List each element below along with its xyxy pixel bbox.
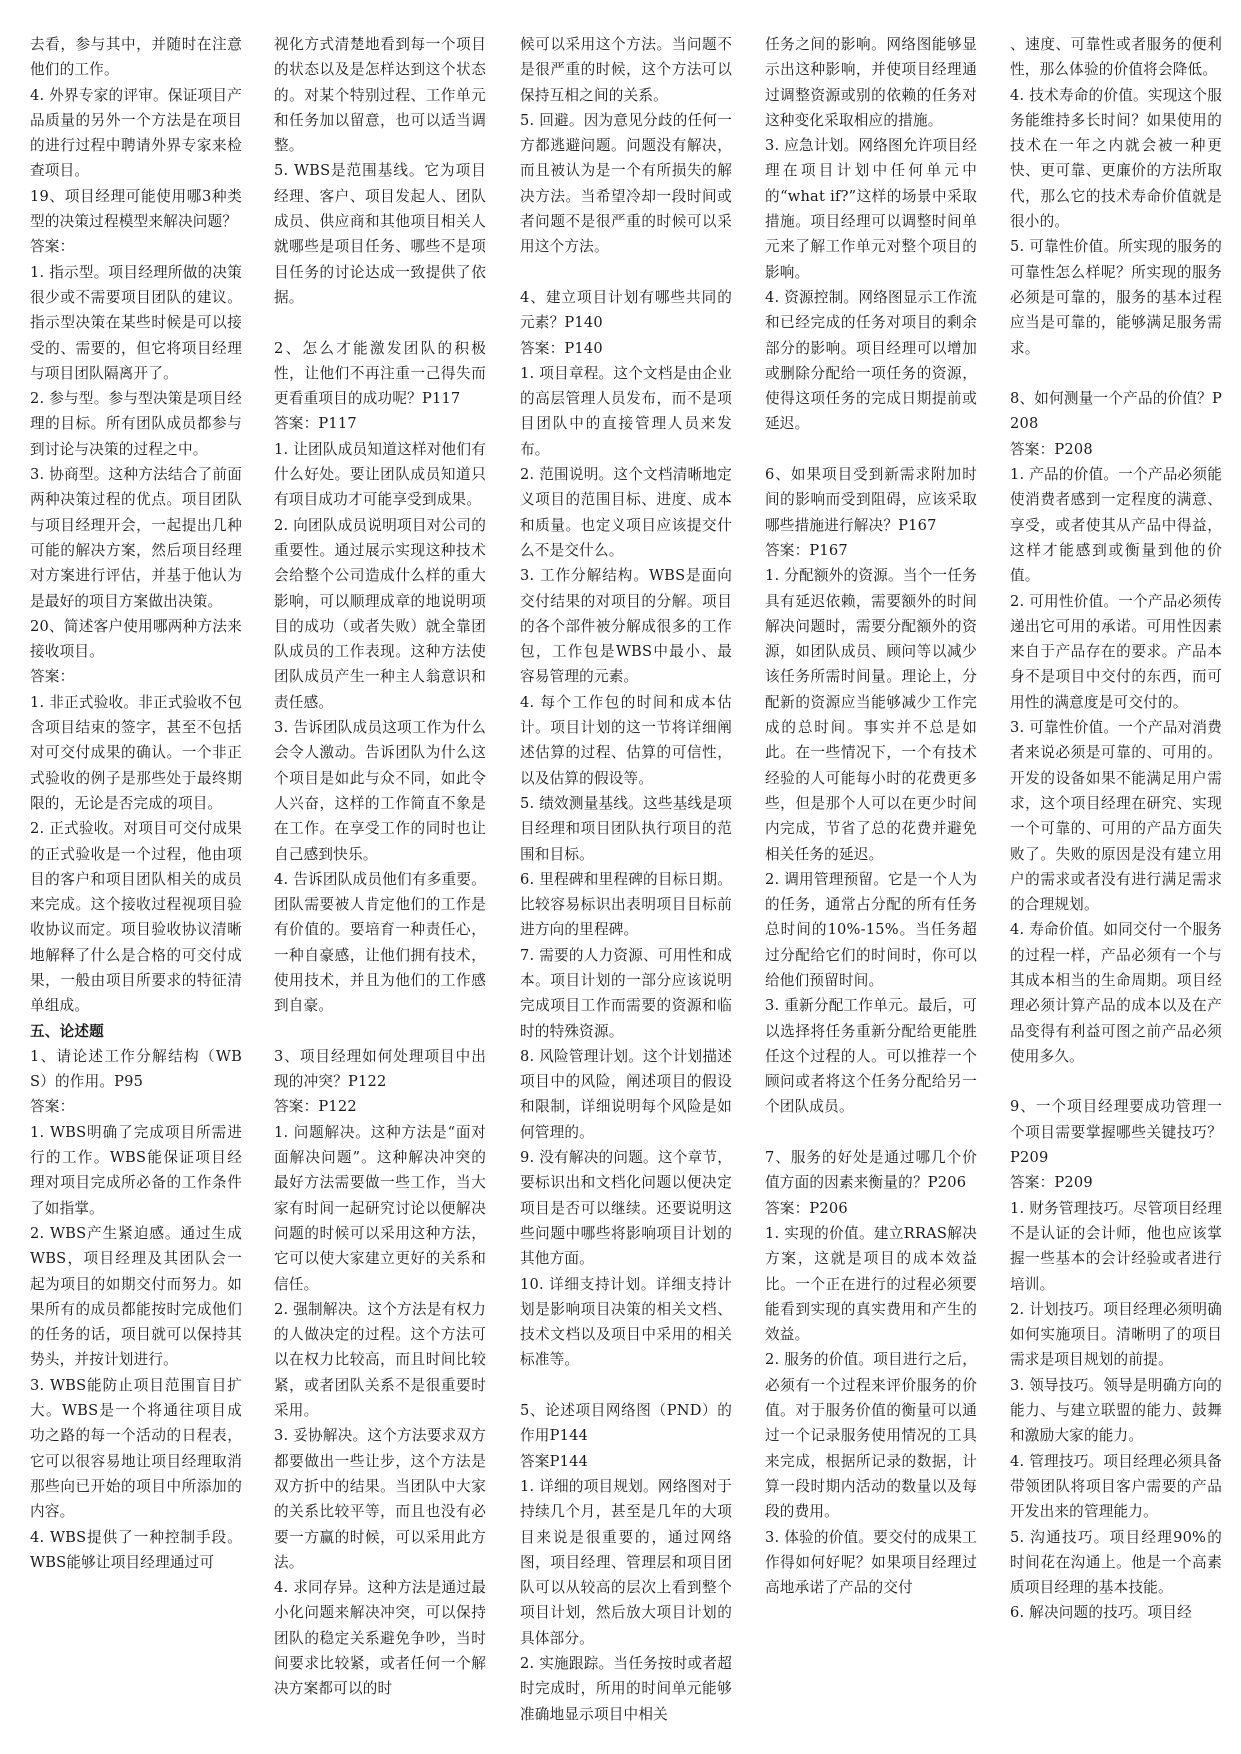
paragraph: 答案：P140 [520, 339, 603, 357]
paragraph: 8、如何测量一个产品的价值？P208 [1010, 390, 1222, 433]
paragraph: 候可以采用这个方法。当问题不是很严重的时候，这个方法可以保持互相之间的关系。 [520, 36, 732, 104]
paragraph: 6. 里程碑和里程碑的目标日期。比较容易标识出表明项目目标前进方向的里程碑。 [520, 870, 732, 939]
paragraph: 2. 调用管理预留。它是一个人为的任务，通常占分配的所有任务总时间的10%-15%。当任务超过分配给它们的时间时，你可以给他们预留时间。 [765, 870, 977, 989]
paragraph: 7、服务的好处是通过哪几个价值方面的因素来衡量的？P206 [765, 1149, 977, 1192]
paragraph: 2. 范围说明。这个文档清晰地定义项目的范围目标、进度、成本和质量。也定义项目应该提交什么不是交什么。 [520, 466, 732, 559]
paragraph: 9、一个项目经理要成功管理一个项目需要掌握哪些关键技巧？P209 [1010, 1098, 1222, 1167]
paragraph: 4. 寿命价值。如同交付一个服务的过程一样，产品必须有一个与其成本相当的生命周期。项目经理必须计算产品的成本以及在产品变得有利益可图之前产品必须使用多久。 [1010, 921, 1222, 1065]
paragraph: 1. 项目章程。这个文档是由企业的高层管理人员发布，而不是项目团队中的直接管理人员来发布。 [520, 364, 732, 458]
text-column-2 [274, 32, 486, 1744]
paragraph: 2. 强制解决。这个方法是有权力的人做决定的过程。这个方法可以在权力比较高，而且时间比较紧，或者团队关系不是很重要时采用。 [274, 1300, 486, 1420]
paragraph: 3. 应急计划。网络图允许项目经理在项目计划中任何单元中的“what if?”这样的场景中采取措施。项目经理可以调整时间单元来了解工作单元对整个项目的影响。 [765, 137, 977, 281]
paragraph: 答案： [30, 668, 75, 686]
paragraph: 4. 告诉团队成员他们有多重要。团队需要被人肯定他们的工作是有价值的。要培育一种责任心，一种自豪感，让他们拥有技术，使用技术，并且为他们的工作感到自豪。 [274, 870, 486, 1015]
paragraph: 1. 财务管理技巧。尽管项目经理不是认证的会计师，他也应该掌握一些基本的会计经验或者进行培训。 [1010, 1199, 1222, 1293]
paragraph: 5. 沟通技巧。项目经理90%的时间花在沟通上。他是一个高素质项目经理的基本技能。 [1010, 1528, 1222, 1597]
paragraph: 答案P144 [520, 1452, 589, 1470]
paragraph: 答案：P208 [1010, 440, 1093, 458]
paragraph: 10. 详细支持计划。详细支持计划是影响项目决策的相关文档、技术文档以及项目中采用的相关标准等。 [520, 1275, 732, 1369]
paragraph: 视化方式清楚地看到每一个项目的状态以及是怎样达到这个状态的。对某个特别过程、工作单元和任务加以留意，也可以适当调整。 [274, 36, 486, 155]
paragraph: 8. 风险管理计划。这个计划描述项目中的风险，阐述项目的假设和限制，详细说明每个风险是如何管理的。 [520, 1047, 732, 1141]
paragraph: 去看，参与其中，并随时在注意他们的工作。 [30, 36, 242, 79]
paragraph: 答案：P209 [1010, 1174, 1093, 1192]
paragraph: 答案： [30, 238, 75, 256]
paragraph-spacer [765, 1120, 977, 1145]
paragraph: 4. 每个工作包的时间和成本估计。项目计划的这一节将详细阐述估算的过程、估算的可信性，以及估算的假设等。 [520, 693, 732, 787]
paragraph: 1. WBS明确了完成项目所需进行的工作。WBS能保证项目经理对项目完成所必备的工作条件了如指掌。 [30, 1123, 242, 1217]
paragraph: 3. 协商型。这种方法结合了前面两种决策过程的优点。项目团队与项目经理开会，一起提出几种可能的解决方案，然后项目经理对方案进行评估，并基于他认为是最好的项目方案做出决策。 [30, 466, 242, 610]
paragraph: 3. 可靠性价值。一个产品对消费者来说必须是可靠的、可用的。开发的设备如果不能满足用户需求，这个项目经理在研究、实现一个可靠的、可用的产品方面失败了。失败的原因是没有建立用户的需求或者没有进行满足需求的合理规划。 [1010, 719, 1222, 914]
paragraph-spacer [765, 437, 977, 462]
paragraph: 2. 正式验收。对项目可交付成果的正式验收是一个过程，他由项目的客户和项目团队相关的成员来完成。这个接收过程视项目验收协议而定。项目验收协议清晰地解释了什么是合格的可交付成果，一般由项目所要求的特征清单组成。 [30, 820, 242, 1015]
paragraph: 3. WBS能防止项目范围盲目扩大。WBS是一个将通往项目成功之路的每一个活动的日程表，它可以很容易地让项目经理取消那些向已开始的项目中所添加的内容。 [30, 1376, 242, 1521]
paragraph-spacer [1010, 1069, 1222, 1094]
paragraph: 1. 让团队成员知道这样对他们有什么好处。要让团队成员知道只有项目成功才可能享受到成果。 [274, 440, 486, 509]
paragraph: 4. WBS提供了一种控制手段。WBS能够让项目经理通过可 [30, 1528, 242, 1571]
paragraph: 20、简述客户使用哪两种方法来接收项目。 [30, 617, 242, 661]
paragraph: 1. 分配额外的资源。当个一任务具有延迟依赖，需要额外的时间解决问题时，需要分配额外的资源，如团队成员、顾问等以减少该任务所需时间量。理论上，分配新的资源应当能够减少工作完成的总时间。事实并不总是如此。在一些情况下，一个有技术经验的人可能每小时的花费更多些，但是那个人可以在更少时间内完成，节省了总的花费并避免相关任务的延迟。 [765, 567, 977, 863]
paragraph: 1. 非正式验收。非正式验收不包含项目结束的签字，甚至不包括对可交付成果的确认。一个非正式验收的例子是那些处于最终期限的，无论是否完成的项目。 [30, 693, 242, 812]
paragraph: 1. 详细的项目规划。网络图对于持续几个月，甚至是几年的大项目来说是很重要的，通过网络图，项目经理、管理层和项目团队可以从较高的层次上看到整个项目计划，然后放大项目计划的具体部分。 [520, 1477, 732, 1647]
paragraph: 19、项目经理可能使用哪3种类型的决策过程模型来解决问题？ [30, 187, 242, 231]
paragraph: 答案：P122 [274, 1098, 357, 1116]
paragraph: 答案：P206 [765, 1199, 848, 1217]
paragraph: 4、建立项目计划有哪些共同的元素？P140 [520, 288, 732, 332]
paragraph: 6、如果项目受到新需求附加时间的影响而受到阻碍，应该采取哪些措施进行解决？P167 [765, 466, 977, 534]
paragraph: 1. 问题解决。这种方法是“面对面解决问题”。这种解决冲突的最好方法需要做一些工作，当大家有时间一起研究讨论以便解决问题的时候可以采用这种方法，它可以使大家建立更好的关系和信任。 [274, 1123, 486, 1293]
paragraph: 7. 需要的人力资源、可用性和成本。项目计划的一部分应该说明完成项目工作而需要的资源和临时的特殊资源。 [520, 946, 732, 1040]
paragraph: 5. WBS是范围基线。它为项目经理、客户、项目发起人、团队成员、供应商和其他项目相关人就哪些是项目任务、哪些不是项目任务的讨论达成一致提供了依据。 [274, 162, 486, 306]
paragraph: 1、请论述工作分解结构（WBS）的作用。P95 [30, 1047, 242, 1091]
paragraph: 5. 绩效测量基线。这些基线是项目经理和项目团队执行项目的范围和目标。 [520, 794, 732, 863]
paragraph: 4. 管理技巧。项目经理必须具备带领团队将项目客户需要的产品开发出来的管理能力。 [1010, 1452, 1222, 1521]
text-column-3 [520, 32, 732, 1744]
paragraph: 1. 指示型。项目经理所做的决策很少或不需要项目团队的建议。指示型决策在某些时候是可以接受的、需要的，但它将项目经理与项目团队隔离开了。 [30, 263, 242, 382]
paragraph: 3. 体验的价值。要交付的成果工作得如何好呢？如果项目经理过高地承诺了产品的交付 [765, 1528, 977, 1597]
paragraph: 任务之间的影响。网络图能够显示出这种影响，并使项目经理通过调整资源或别的依赖的任务对这种变化采取相应的措施。 [765, 36, 977, 129]
paragraph: 3. 妥协解决。这个方法要求双方都要做出一些让步，这个方法是双方折中的结果。当团队中大家的关系比较平等，而且也没有必要一方赢的时候，可以采用此方法。 [274, 1427, 486, 1571]
paragraph-spacer [1010, 361, 1222, 386]
text-column-5 [1010, 32, 1222, 1744]
paragraph-spacer [520, 1373, 732, 1398]
paragraph: 2. 参与型。参与型决策是项目经理的目标。所有团队成员都参与到讨论与决策的过程之中。 [30, 390, 242, 458]
paragraph: 3. 工作分解结构。WBS是面向交付结果的对项目的分解。项目的各个部件被分解成很多的工作包，工作包是WBS中最小、最容易管理的元素。 [520, 567, 732, 686]
paragraph: 2. 计划技巧。项目经理必须明确如何实施项目。清晰明了的项目需求是项目规划的前提。 [1010, 1300, 1222, 1369]
paragraph: 2. 向团队成员说明项目对公司的重要性。通过展示实现这种技术会给整个公司造成什么样的重大影响，可以顺理成章的地说明项目的成功（或者失败）就全靠团队成员的工作表现。这种方法使团队成员产生一种主人翁意识和责任感。 [274, 516, 486, 711]
section-heading: 五、论述题 [30, 1022, 104, 1040]
paragraph: 3、项目经理如何处理项目中出现的冲突？P122 [274, 1047, 486, 1091]
paragraph: 2. 服务的价值。项目进行之后，必须有一个过程来评价服务的价值。对于服务价值的衡量可以通过一个记录服务使用情况的工具来完成，根据所记录的数据，计算一段时期内活动的数量以及每段的费用。 [765, 1351, 977, 1521]
text-column-4 [765, 32, 977, 1744]
paragraph: 答案：P167 [765, 541, 848, 559]
paragraph: 4. 外界专家的评审。保证项目产品质量的另外一个方法是在项目的进行过程中聘请外界专家来检查项目。 [30, 86, 242, 180]
paragraph: 5. 可靠性价值。所实现的服务的可靠性怎么样呢？所实现的服务必须是可靠的，服务的基本过程应当是可靠的，能够满足服务需求。 [1010, 238, 1222, 357]
paragraph: 3. 重新分配工作单元。最后，可以选择将任务重新分配给更能胜任这个过程的人。可以推荐一个顾问或者将这个任务分配给另一个团队成员。 [765, 997, 977, 1116]
paragraph-spacer [274, 310, 486, 335]
paragraph: 5、论述项目网络图（PND）的作用P144 [520, 1402, 732, 1445]
paragraph: 4. 技术寿命的价值。实现这个服务能维持多长时间？如果使用的技术在一年之内就会被一种更快、更可靠、更廉价的方法所取代，那么它的技术寿命价值就是很小的。 [1010, 86, 1222, 231]
paragraph: 4. 资源控制。网络图显示工作流和已经完成的任务对项目的剩余部分的影响。项目经理可以增加或删除分配给一项任务的资源，使得这项任务的完成日期提前或延迟。 [765, 288, 977, 433]
paragraph: 1. 产品的价值。一个产品必须能使消费者感到一定程度的满意、享受，或者使其从产品中得益，这样才能感到或衡量到他的价值。 [1010, 466, 1222, 585]
paragraph: 3. 告诉团队成员这项工作为什么会令人激动。告诉团队为什么这个项目是如此与众不同，如此令人兴奋，这样的工作简直不象是在工作。在享受工作的同时也让自己感到快乐。 [274, 719, 486, 863]
paragraph: 6. 解决问题的技巧。项目经 [1010, 1604, 1192, 1622]
paragraph: 5. 回避。因为意见分歧的任何一方都逃避问题。问题没有解决，而且被认为是一个有所损失的解决方法。当希望冷却一段时间或者问题不是很严重的时候可以采用这个方法。 [520, 111, 732, 256]
paragraph: 2、怎么才能激发团队的积极性，让他们不再注重一己得失而更看重项目的成功呢？P117 [274, 339, 486, 408]
paragraph: 2. 可用性价值。一个产品必须传递出它可用的承诺。可用性因素来自于产品存在的要求。产品本身不是项目中交付的东西，而可用性的满意度是可交付的。 [1010, 592, 1222, 711]
paragraph: 3. 领导技巧。领导是明确方向的能力、与建立联盟的能力、鼓舞和激励大家的能力。 [1010, 1376, 1222, 1445]
paragraph: 1. 实现的价值。建立RRAS解决方案，这就是项目的成本效益比。一个正在进行的过程必须要能看到实现的真实费用和产生的效益。 [765, 1224, 977, 1344]
paragraph: 、速度、可靠性或者服务的便利性，那么体验的价值将会降低。 [1010, 36, 1222, 79]
paragraph: 9. 没有解决的问题。这个章节，要标识出和文档化问题以便决定项目是否可以继续。还要说明这些问题中哪些将影响项目计划的其他方面。 [520, 1149, 732, 1268]
paragraph: 2. 实施跟踪。当任务按时或者超时完成时，所用的时间单元能够准确地显示项目中相关 [520, 1655, 732, 1723]
paragraph: 2. WBS产生紧迫感。通过生成WBS，项目经理及其团队会一起为项目的如期交付而努力。如果所有的成员都能按时完成他们的任务的话，项目就可以保持其势头，并按计划进行。 [30, 1224, 242, 1369]
paragraph-spacer [520, 260, 732, 285]
text-column-1 [30, 32, 242, 1744]
paragraph-spacer [274, 1019, 486, 1044]
paragraph: 4. 求同存异。这种方法是通过最小化问题来解决冲突，可以保持团队的稳定关系避免争吵，当时间要求比较紧，或者任何一个解决方案都可以的时 [274, 1579, 486, 1698]
paragraph: 答案：P117 [274, 415, 357, 433]
paragraph: 答案： [30, 1098, 75, 1116]
